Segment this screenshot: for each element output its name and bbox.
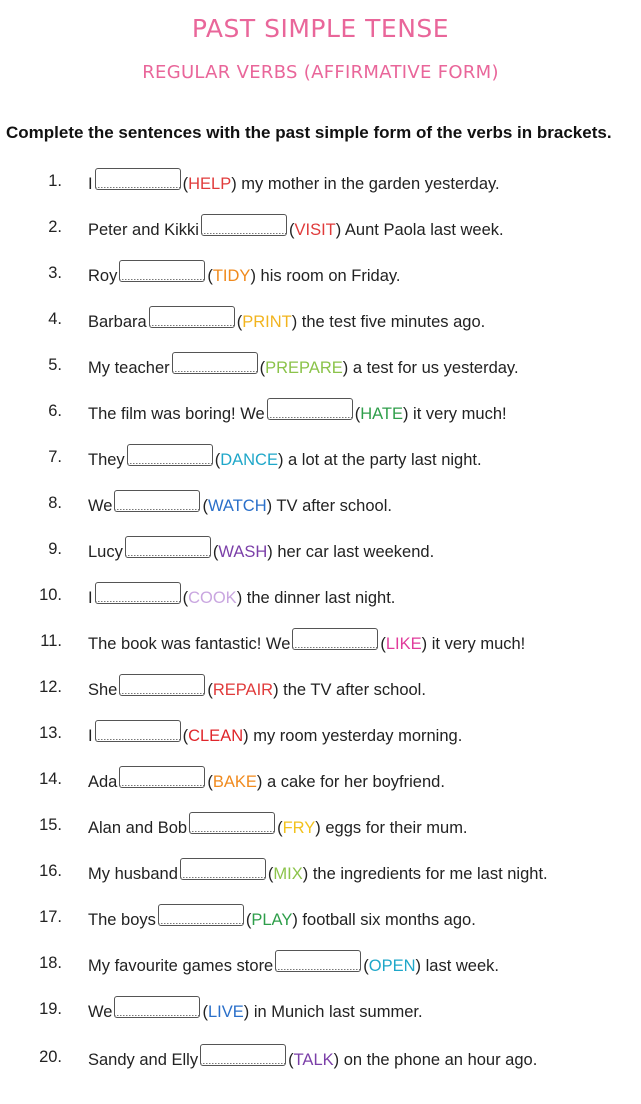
bracket-open: ( — [182, 589, 189, 607]
bracket-close: ) — [335, 221, 342, 239]
sentence-end: football six months ago. — [297, 911, 476, 929]
answer-input[interactable] — [180, 858, 266, 880]
bracket-open: ( — [182, 175, 189, 193]
verb-in-brackets: COOK — [188, 589, 237, 607]
bracket-close: ) — [243, 1003, 250, 1021]
sentence — [88, 264, 401, 286]
sentence — [88, 954, 499, 976]
verb-in-brackets: MIX — [273, 865, 303, 883]
sentence — [88, 540, 434, 562]
sentence-start: Sandy and Elly — [88, 1051, 199, 1069]
sentence-start: I — [88, 175, 93, 193]
verb-in-brackets: WATCH — [207, 497, 267, 515]
sentence-end: a cake for her boyfriend. — [262, 773, 445, 791]
item-number: 9. — [48, 540, 62, 558]
bracket-close: ) — [302, 865, 309, 883]
bracket-close: ) — [243, 727, 249, 745]
verb-in-brackets: PRINT — [242, 313, 292, 331]
item-number: 8. — [48, 494, 62, 512]
bracket-open: ( — [277, 819, 283, 837]
sentence — [88, 678, 426, 700]
sentence-start: My favourite games store — [88, 957, 274, 975]
sentence — [88, 862, 548, 884]
sentence-end: it very much! — [427, 635, 526, 653]
sentence — [88, 448, 482, 470]
bracket-open: ( — [245, 911, 252, 929]
bracket-close: ) — [236, 589, 243, 607]
bracket-close: ) — [402, 405, 409, 423]
bracket-open: ( — [207, 681, 213, 699]
bracket-close: ) — [315, 819, 321, 837]
instruction-text: Complete the sentences with the past simple form of the verbs in brackets. — [6, 123, 612, 142]
bracket-open: ( — [380, 635, 386, 653]
bracket-open: ( — [207, 267, 213, 285]
sentence-start: The film was boring! We — [88, 405, 265, 423]
bracket-close: ) — [333, 1051, 340, 1069]
sentence-start: They — [88, 451, 125, 469]
bracket-close: ) — [292, 911, 298, 929]
sentence-start: The boys — [88, 911, 156, 929]
bracket-close: ) — [273, 681, 279, 699]
sentence-start: Barbara — [88, 313, 147, 331]
item-number: 19. — [39, 1000, 62, 1018]
item-number: 18. — [39, 954, 62, 972]
answer-input[interactable] — [119, 674, 205, 696]
verb-in-brackets: REPAIR — [212, 681, 274, 699]
sentence-start: The book was fantastic! We — [88, 635, 291, 653]
sentence-end: a lot at the party last night. — [283, 451, 482, 469]
sentence-start: Lucy — [88, 543, 123, 561]
sentence — [88, 218, 504, 240]
answer-input[interactable] — [292, 628, 378, 650]
item-number: 17. — [39, 908, 62, 926]
item-number: 1. — [48, 172, 62, 190]
verb-in-brackets: WASH — [218, 543, 268, 561]
bracket-close: ) — [291, 313, 298, 331]
worksheet-subtitle: REGULAR VERBS (AFFIRMATIVE FORM) — [142, 62, 499, 83]
sentence-start: My husband — [88, 865, 178, 883]
bracket-close: ) — [250, 267, 256, 285]
sentence-end: the test five minutes ago. — [297, 313, 486, 331]
worksheet-title: PAST SIMPLE TENSE — [191, 14, 450, 43]
sentence-start: My teacher — [88, 359, 170, 377]
item-number: 5. — [48, 356, 62, 374]
answer-input[interactable] — [119, 260, 205, 282]
sentence — [88, 494, 392, 516]
item-number: 10. — [39, 586, 62, 604]
item-number: 2. — [48, 218, 62, 236]
item-number: 13. — [39, 724, 62, 742]
sentence — [88, 310, 485, 332]
sentence — [88, 816, 468, 838]
sentence-end: my mother in the garden yesterday. — [236, 175, 500, 193]
sentence-end: my room yesterday morning. — [248, 727, 463, 745]
answer-input[interactable] — [172, 352, 258, 374]
bracket-open: ( — [182, 727, 189, 745]
verb-in-brackets: HELP — [188, 175, 232, 193]
item-number: 7. — [48, 448, 62, 466]
answer-input[interactable] — [127, 444, 213, 466]
verb-in-brackets: DANCE — [220, 451, 278, 469]
sentence-start: We — [88, 1003, 113, 1021]
answer-input[interactable] — [275, 950, 361, 972]
item-number: 3. — [48, 264, 62, 282]
sentence — [88, 724, 462, 746]
bracket-open: ( — [202, 497, 208, 515]
answer-input[interactable] — [95, 582, 181, 604]
sentence-end: eggs for their mum. — [320, 819, 468, 837]
sentence-start: Roy — [88, 267, 118, 285]
item-number: 12. — [39, 678, 62, 696]
verb-in-brackets: PREPARE — [265, 359, 343, 377]
bracket-close: ) — [421, 635, 428, 653]
bracket-open: ( — [267, 865, 274, 883]
bracket-open: ( — [202, 1003, 208, 1021]
item-number: 4. — [48, 310, 62, 328]
item-number: 20. — [39, 1048, 62, 1066]
verb-in-brackets: CLEAN — [188, 727, 244, 745]
sentence-start: Peter and Kikki — [88, 221, 199, 239]
item-number: 15. — [39, 816, 62, 834]
sentence — [88, 1000, 423, 1022]
answer-input[interactable] — [114, 996, 200, 1018]
bracket-open: ( — [214, 451, 221, 469]
sentence-end: on the phone an hour ago. — [339, 1051, 538, 1069]
sentence-end: it very much! — [408, 405, 507, 423]
answer-input[interactable] — [149, 306, 235, 328]
verb-in-brackets: OPEN — [368, 957, 416, 975]
sentence-end: the ingredients for me last night. — [308, 865, 548, 883]
sentence-start: Ada — [88, 773, 118, 791]
sentence-end: her car last weekend. — [272, 543, 435, 561]
answer-input[interactable] — [125, 536, 211, 558]
sentence — [88, 1048, 537, 1070]
bracket-open: ( — [288, 221, 295, 239]
verb-in-brackets: TIDY — [212, 267, 251, 285]
sentence-end: his room on Friday. — [255, 267, 401, 285]
sentence — [88, 172, 500, 194]
item-number: 11. — [40, 632, 62, 650]
sentence-end: a test for us yesterday. — [348, 359, 519, 377]
sentence-start: She — [88, 681, 118, 699]
sentence — [88, 770, 445, 792]
sentence-end: TV after school. — [272, 497, 392, 515]
bracket-close: ) — [256, 773, 263, 791]
bracket-open: ( — [207, 773, 213, 791]
bracket-close: ) — [231, 175, 237, 193]
answer-input[interactable] — [189, 812, 275, 834]
bracket-close: ) — [415, 957, 422, 975]
answer-input[interactable] — [201, 214, 287, 236]
sentence — [88, 586, 395, 608]
verb-in-brackets: LIVE — [207, 1003, 244, 1021]
sentence-start: We — [88, 497, 113, 515]
bracket-open: ( — [354, 405, 361, 423]
bracket-open: ( — [236, 313, 243, 331]
answer-input[interactable] — [158, 904, 244, 926]
item-number: 6. — [48, 402, 62, 420]
verb-in-brackets: FRY — [282, 819, 316, 837]
sentence — [88, 356, 519, 378]
sentence — [88, 632, 525, 654]
bracket-close: ) — [267, 543, 273, 561]
answer-input[interactable] — [95, 168, 181, 190]
verb-in-brackets: PLAY — [251, 911, 293, 929]
bracket-close: ) — [342, 359, 349, 377]
bracket-open: ( — [212, 543, 219, 561]
answer-input[interactable] — [119, 766, 205, 788]
answer-input[interactable] — [95, 720, 181, 742]
sentence-start: I — [88, 727, 93, 745]
verb-in-brackets: LIKE — [385, 635, 422, 653]
bracket-close: ) — [266, 497, 273, 515]
sentence-end: in Munich last summer. — [249, 1003, 423, 1021]
sentence-end: Aunt Paola last week. — [341, 221, 504, 239]
item-number: 14. — [39, 770, 62, 788]
sentence-start: I — [88, 589, 93, 607]
bracket-close: ) — [277, 451, 284, 469]
verb-in-brackets: VISIT — [294, 221, 336, 239]
sentence-end: last week. — [421, 957, 499, 975]
verb-in-brackets: TALK — [293, 1051, 334, 1069]
bracket-open: ( — [363, 957, 369, 975]
answer-input[interactable] — [200, 1044, 286, 1066]
sentence-end: the dinner last night. — [242, 589, 396, 607]
verb-in-brackets: BAKE — [212, 773, 257, 791]
sentence-start: Alan and Bob — [88, 819, 188, 837]
answer-input[interactable] — [267, 398, 353, 420]
bracket-open: ( — [288, 1051, 294, 1069]
verb-in-brackets: HATE — [360, 405, 403, 423]
bracket-open: ( — [259, 359, 266, 377]
sentence-end: the TV after school. — [278, 681, 426, 699]
answer-input[interactable] — [114, 490, 200, 512]
sentence — [88, 908, 476, 930]
item-number: 16. — [39, 862, 62, 880]
sentence — [88, 402, 507, 424]
